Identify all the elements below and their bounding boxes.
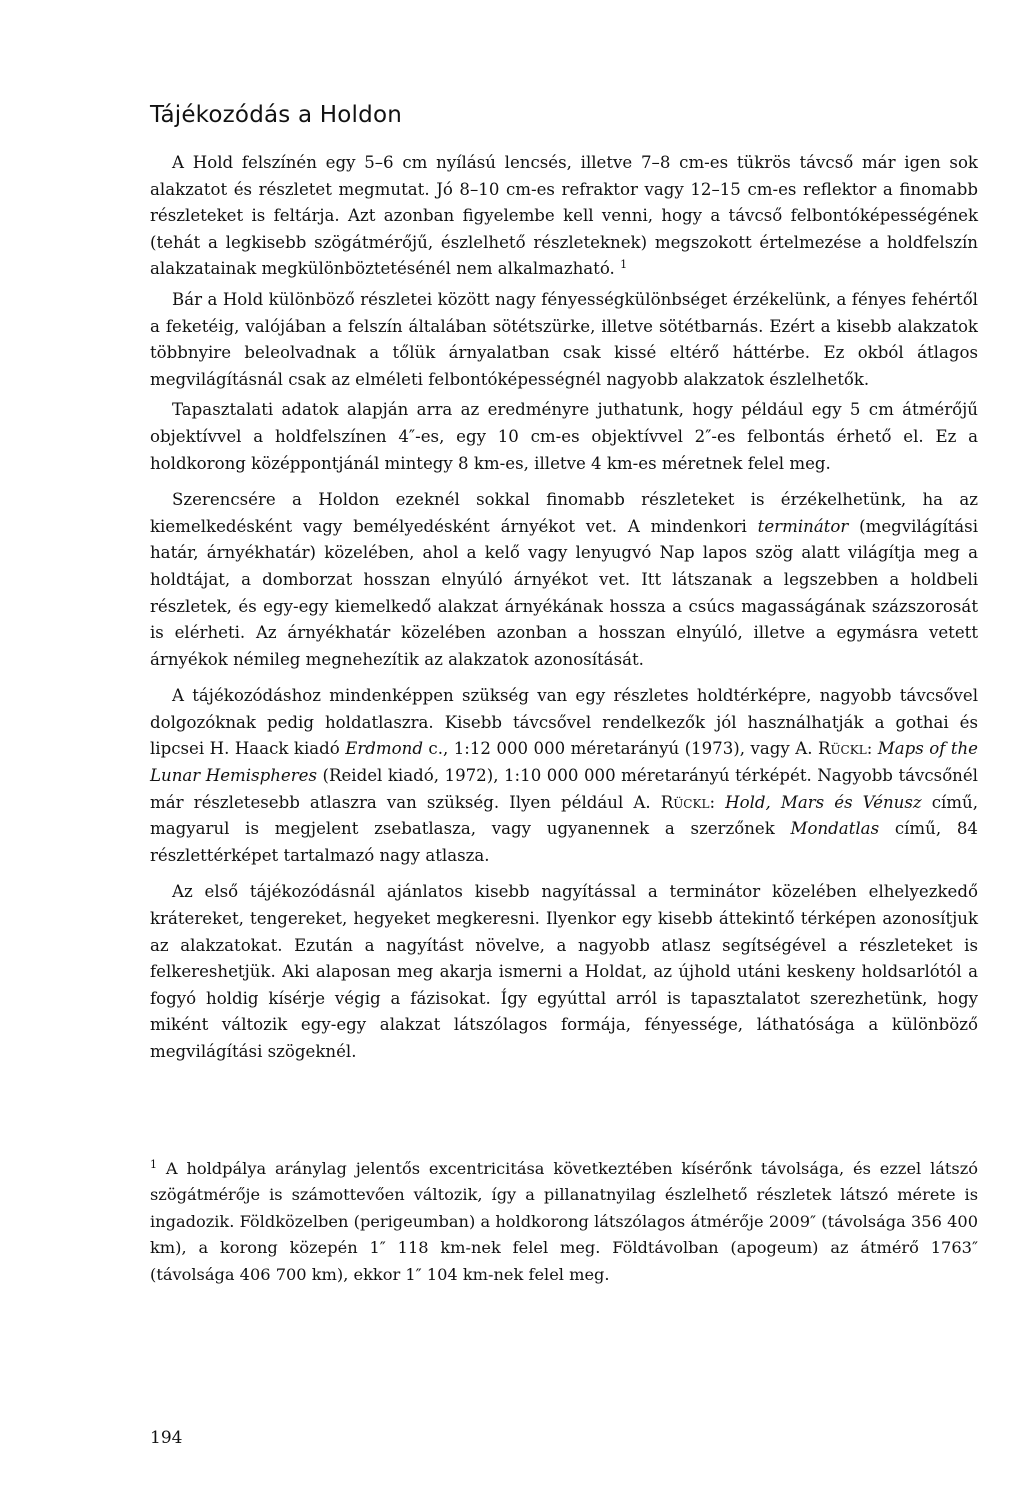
footnote-reference: 1 <box>620 258 628 272</box>
paragraph-6: Az első tájékozódásnál ajánlatos kisebb nagyítással a terminátor közelében elhelyezkedő krátereket, tengereket, hegyeket megkeresni. Ilyenkor egy kisebb áttekintő térképen azonosítjuk az alakzatokat. Ezután a nagyítást növelve, a nagyobb atlasz segítségével a részleteket is felkereshetjük. Aki alaposan meg akarja ismerni a Holdat, az újhold utáni keskeny holdsarlótól a fogyó holdig kísérje végig a fázisokat. Így egyúttal arról is tapasztalatot szerezhetünk, hogy miként változik egy-egy alakzat látszólagos formája, fényessége, láthatósága a különböző megvilágítási szögeknél. <box>150 882 978 1061</box>
paragraph-5-text-g: című, 84 részlettérképet tartalmazó nagy atlasza. <box>150 819 978 865</box>
footnote-text: A holdpálya aránylag jelentős excentricitása következtében kísérőnk távolsága, és ezzel látszó szögátmérője is számottevően változik, így a pillanatnyilag észlelhető részletek látszó mérete is ingadozik. Földközelben (perigeumban) a holdkorong látszólagos átmérője 2009″ (távolsága 356 400 km), a korong közepén 1″ 118 km-nek felel meg. Földtávolban (apogeum) az átmérő 1763″ (távolsága 406 700 km), ekkor 1″ 104 km-nek felel meg. <box>150 1159 978 1284</box>
paragraph-5-text-e: : <box>709 792 726 812</box>
footnote-marker: 1 <box>150 1158 157 1171</box>
paragraph-3: Tapasztalati adatok alapján arra az eredményre juthatunk, hogy például egy 5 cm átmérőjű objektívvel a holdfelszínen 4″-es, egy 10 cm-es objektívvel 2″-es felbontás érhető el. Ez a holdkorong középpontjánál mintegy 8 km-es, illetve 4 km-es méretnek felel meg. <box>150 400 978 473</box>
paragraph-5-text-a: A tájékozódáshoz mindenképpen szükség van egy részletes holdtérképre, nagyobb távcsővel dolgozóknak pedig holdatlaszra. Kisebb távcsővel rendelkezők jól használhatják a gothai és lipcsei H. Haack kiadó <box>150 686 978 759</box>
paragraph-5-text-b: c., 1:12 000 000 méretarányú (1973), vagy A. <box>422 739 818 759</box>
author-name-1: Rückl <box>817 739 867 759</box>
author-name-2: Rückl <box>660 792 710 812</box>
paragraph-5 <box>150 683 978 869</box>
atlas-title-mondatlas: Mondatlas <box>790 819 880 839</box>
map-title-lunar-hemispheres: Maps of the Lunar Hemispheres <box>150 739 978 786</box>
paragraph-4-text-a: Szerencsére a Holdon ezeknél sokkal finomabb részleteket is érzékelhetünk, ha az kiemelkedésként vagy bemélyedésként árnyékot vet. A mindenkori <box>150 490 978 536</box>
paragraph-5-text-f: című, magyarul is megjelent zsebatlasza, vagy ugyanennek a szerzőnek <box>150 792 978 839</box>
page-number: 194 <box>150 1428 183 1448</box>
footnote <box>150 1156 978 1288</box>
atlas-title-hold-mars-venusz: Hold, Mars és Vénusz <box>725 792 922 812</box>
paragraph-5-text-c: : <box>866 739 878 759</box>
body-text <box>150 150 978 1066</box>
paragraph-4 <box>150 487 978 673</box>
paragraph-2: Bár a Hold különböző részletei között nagy fényességkülönbséget érzékelünk, a fényes fehértől a feketéig, valójában a felszín általában sötétszürke, illetve sötétbarnás. Ezért a kisebb alakzatok többnyire beleolvadnak a tőlük árnyalatban csak kissé eltérő háttérbe. Ez okból átlagos megvilágításnál csak az elméleti felbontóképességnél nagyobb alakzatok észlelhetők. <box>150 289 978 389</box>
map-title-erdmond: Erdmond <box>345 739 423 759</box>
paragraph-1 <box>150 150 978 283</box>
footnote-paragraph <box>150 1156 978 1288</box>
paragraph-5-text-d: (Reidel kiadó, 1972), 1:10 000 000 méretarányú térképét. Nagyobb távcsőnél már részletesebb atlaszra van szükség. Ilyen például A. <box>150 766 978 812</box>
term-terminator: terminátor <box>757 516 849 536</box>
section-heading: Tájékozódás a Holdon <box>150 102 402 128</box>
paragraph-4-text-b: (megvilágítási határ, árnyékhatár) közelében, ahol a kelő vagy lenyugvó Nap lapos szög alatt világítja meg a holdtájat, a domborzat hosszan elnyúló árnyékot vet. Itt látszanak a legszebben a holdbeli részletek, és egy-egy kiemelkedő alakzat árnyékának hossza a csúcs magasságának százszorosát is elérheti. Az árnyékhatár közelében azonban a hosszan elnyúló, illetve a egymásra vetett árnyékok némileg megnehezítik az alakzatok azonosítását. <box>150 516 979 669</box>
paragraph-1-text: A Hold felszínén egy 5–6 cm nyílású lencsés, illetve 7–8 cm-es tükrös távcső már igen sok alakzatot és részletet megmutat. Jó 8–10 cm-es refraktor vagy 12–15 cm-es reflektor a finomabb részleteket is feltárja. Azt azonban figyelembe kell venni, hogy a távcső felbontóképességének (tehát a legkisebb szögátmérőjű, észlelhető részleteknek) megszokott értelmezése a holdfelszín alakzatainak megkülönböztetésénél nem alkalmazható. <box>150 153 978 279</box>
